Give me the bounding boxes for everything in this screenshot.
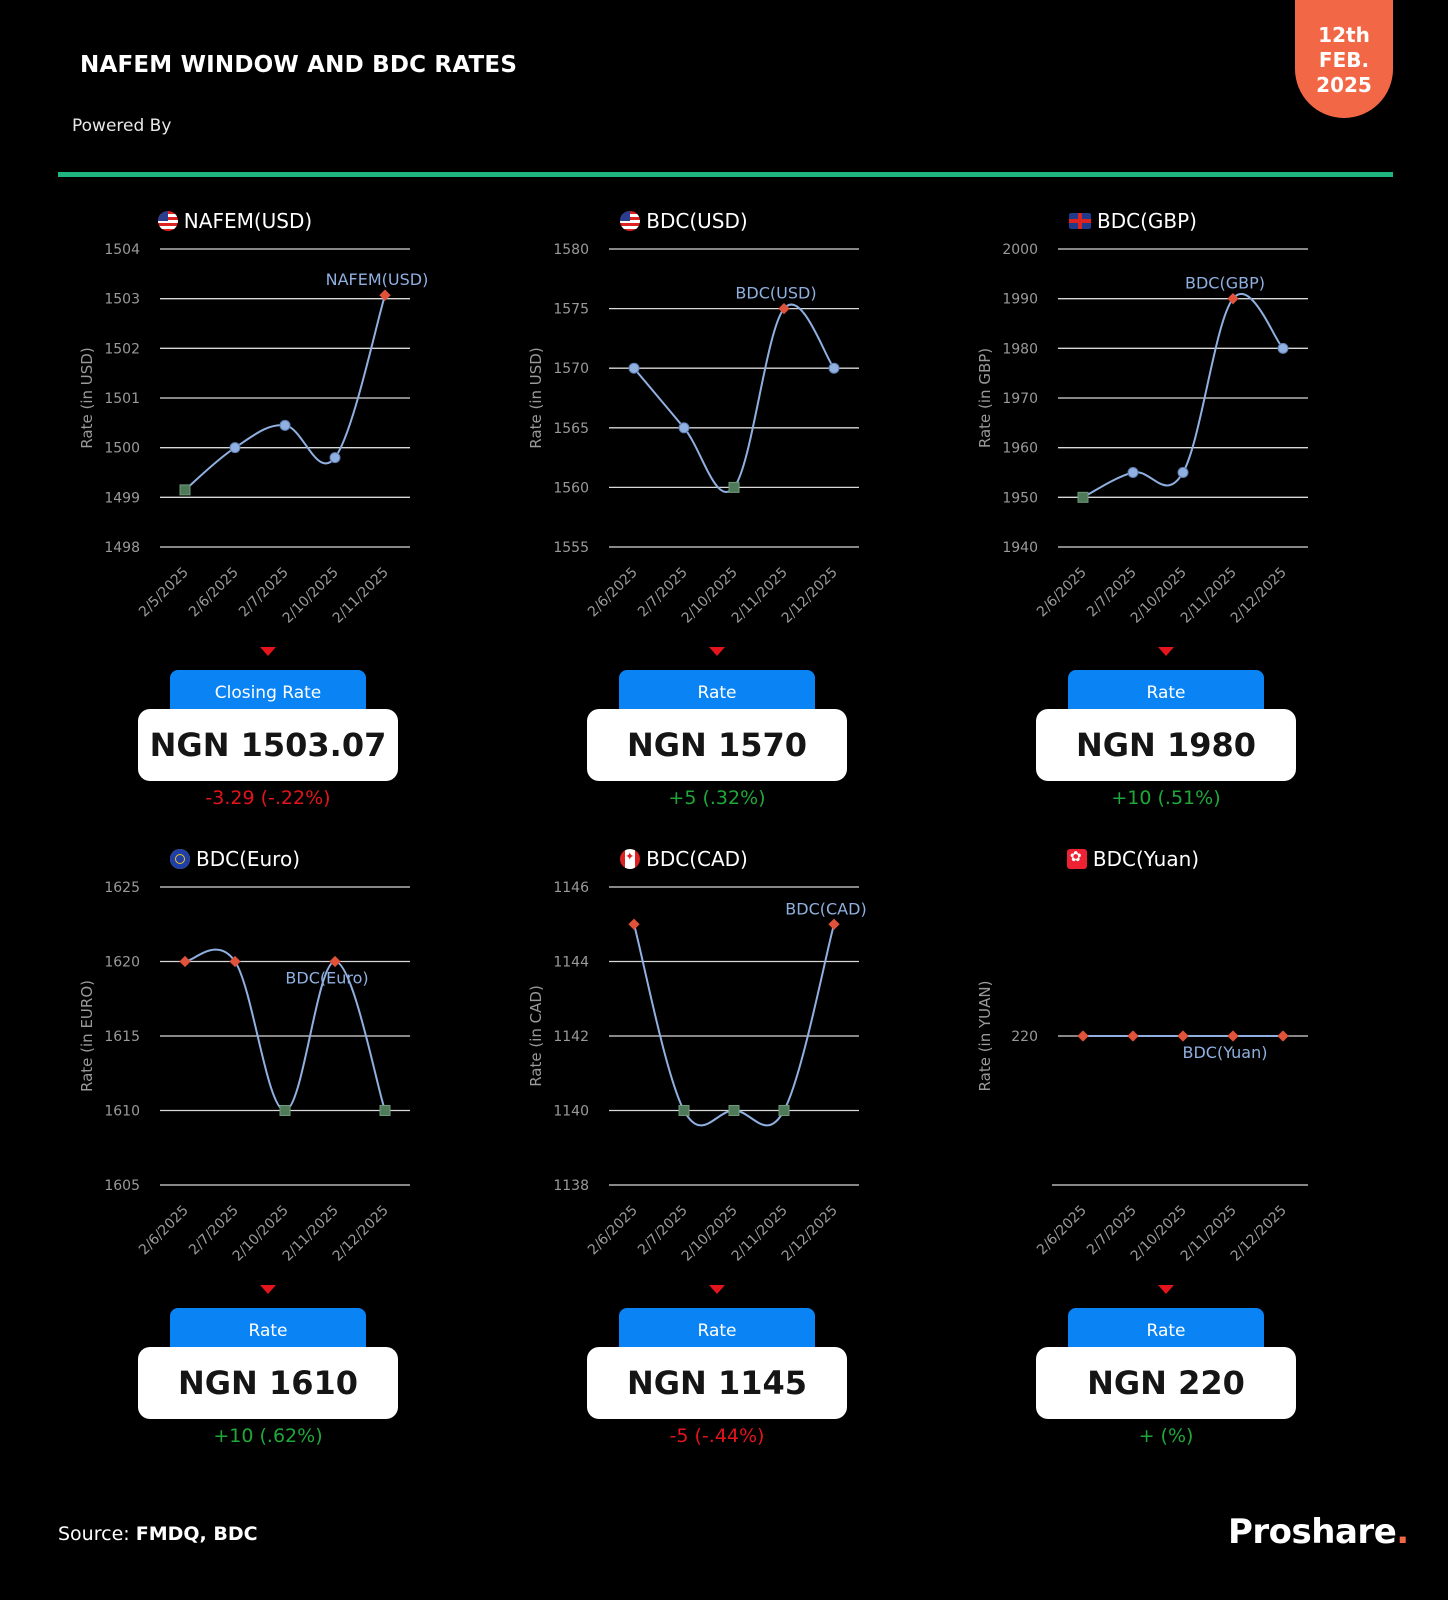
panel-title [958, 209, 1308, 233]
y-tick-label: 1615 [104, 1029, 140, 1045]
data-point [628, 919, 639, 930]
x-tick-label: 2/11/2025 [1177, 564, 1240, 627]
data-point [729, 1106, 739, 1116]
rate-tab[interactable]: Closing Rate [170, 670, 366, 716]
y-tick-label: 1565 [553, 420, 589, 437]
panel-bdc-cad [509, 833, 959, 1458]
source-label: Source: [58, 1523, 130, 1545]
panel-title [958, 847, 1308, 871]
y-tick-label: 1605 [104, 1178, 140, 1194]
rate-value: NGN 220 [1036, 1347, 1296, 1419]
y-axis-label: Rate (in USD) [527, 347, 545, 449]
y-tick-label: 1500 [104, 440, 140, 457]
data-point [179, 956, 190, 967]
y-tick-label: 220 [1011, 1029, 1038, 1045]
rate-change: +10 (.51%) [1111, 787, 1221, 809]
series-label: BDC(USD) [735, 283, 817, 303]
data-point [180, 485, 190, 495]
x-tick-label: 2/7/2025 [635, 1202, 691, 1259]
panel-title-text: BDC(GBP) [1097, 209, 1197, 233]
uk-flag-icon [1069, 213, 1091, 229]
series-line [634, 305, 834, 492]
data-point [1077, 1030, 1088, 1041]
panel-title [509, 847, 859, 871]
panel-title [60, 209, 410, 233]
x-tick-label: 2/12/2025 [1227, 1202, 1290, 1265]
x-tick-label: 2/10/2025 [1127, 564, 1190, 627]
rate-value: NGN 1570 [587, 709, 847, 781]
series-label: BDC(Yuan) [1182, 1043, 1268, 1062]
x-tick-label: 2/12/2025 [778, 1202, 841, 1265]
down-arrow-icon [709, 647, 725, 656]
panel-title-text: NAFEM(USD) [183, 209, 313, 233]
panel-bdc-usd [509, 195, 959, 820]
rate-tab[interactable]: Rate [170, 1308, 366, 1354]
data-point [380, 1106, 390, 1116]
x-tick-label: 2/6/2025 [1034, 1202, 1090, 1259]
x-tick-label: 2/10/2025 [229, 1202, 292, 1265]
date-month: FEB. [1318, 47, 1370, 72]
x-tick-label: 2/11/2025 [279, 1202, 342, 1265]
y-tick-label: 1950 [1002, 490, 1038, 507]
x-tick-label: 2/7/2025 [635, 564, 691, 621]
x-tick-label: 2/7/2025 [186, 1202, 242, 1259]
canada-flag-icon [620, 849, 640, 869]
data-point [828, 919, 839, 930]
y-tick-label: 1503 [104, 291, 140, 308]
y-tick-label: 1970 [1002, 391, 1038, 407]
y-tick-label: 1142 [553, 1029, 589, 1045]
series-label: BDC(GBP) [1185, 273, 1265, 293]
brand-logo [1228, 1512, 1409, 1552]
data-point [280, 1106, 290, 1116]
brand-dot: . [1396, 1512, 1409, 1552]
data-point [1177, 1030, 1188, 1041]
date-badge [1295, 0, 1393, 118]
line-chart [60, 235, 480, 645]
panel-title [60, 847, 410, 871]
x-tick-label: 2/5/2025 [136, 564, 192, 621]
data-point [1127, 1030, 1138, 1041]
x-tick-label: 2/12/2025 [778, 564, 841, 627]
rate-change: +5 (.32%) [668, 787, 766, 809]
series-line [185, 295, 385, 490]
y-tick-label: 1560 [553, 480, 589, 497]
date-day: 12th [1318, 22, 1370, 47]
rate-tab[interactable]: Rate [1068, 1308, 1264, 1354]
down-arrow-icon [1158, 647, 1174, 656]
rate-change: -3.29 (-.22%) [205, 787, 331, 809]
series-label: BDC(Euro) [285, 968, 369, 988]
data-point [230, 443, 240, 453]
x-tick-label: 2/7/2025 [236, 564, 292, 621]
data-point [679, 1106, 689, 1116]
y-axis-label: Rate (in EURO) [78, 980, 96, 1092]
y-tick-label: 1144 [553, 954, 589, 971]
rate-value: NGN 1610 [138, 1347, 398, 1419]
x-tick-label: 2/6/2025 [585, 1202, 641, 1259]
x-tick-label: 2/12/2025 [329, 1202, 392, 1265]
panel-bdc-gbp [958, 195, 1408, 820]
header-divider [58, 172, 1393, 177]
x-tick-label: 2/6/2025 [585, 564, 641, 621]
panel-title-text: BDC(CAD) [646, 847, 748, 871]
panel-nafem-usd [60, 195, 510, 820]
y-tick-label: 1555 [553, 540, 589, 556]
source-note [58, 1523, 258, 1545]
x-tick-label: 2/10/2025 [678, 1202, 741, 1265]
x-tick-label: 2/6/2025 [136, 1202, 192, 1259]
rate-value: NGN 1503.07 [138, 709, 398, 781]
eu-flag-icon [170, 849, 190, 869]
y-axis-label: Rate (in GBP) [976, 347, 994, 449]
x-tick-label: 2/7/2025 [1084, 564, 1140, 621]
date-year: 2025 [1316, 72, 1372, 97]
rate-tab[interactable]: Rate [1068, 670, 1264, 716]
y-axis-label: Rate (in YUAN) [976, 980, 994, 1092]
rate-tab[interactable]: Rate [619, 670, 815, 716]
data-point [829, 363, 839, 373]
series-label: NAFEM(USD) [325, 270, 429, 290]
line-chart [958, 873, 1378, 1283]
rate-change: +10 (.62%) [213, 1425, 323, 1447]
y-tick-label: 1504 [104, 242, 140, 258]
data-point [329, 956, 340, 967]
brand-name: Proshare [1228, 1512, 1397, 1552]
x-tick-label: 2/10/2025 [678, 564, 741, 627]
data-point [1227, 1030, 1238, 1041]
x-tick-label: 2/11/2025 [728, 1202, 791, 1265]
y-tick-label: 1501 [104, 391, 140, 407]
us-flag-icon [620, 211, 640, 231]
panel-title [509, 209, 859, 233]
powered-by-label: Powered By [72, 116, 172, 136]
down-arrow-icon [709, 1285, 725, 1294]
x-tick-label: 2/7/2025 [1084, 1202, 1140, 1259]
y-tick-label: 1140 [553, 1103, 589, 1120]
y-tick-label: 1960 [1002, 440, 1038, 457]
rate-value: NGN 1980 [1036, 709, 1296, 781]
x-tick-label: 2/11/2025 [728, 564, 791, 627]
y-axis-label: Rate (in USD) [78, 347, 96, 449]
panel-title-text: BDC(Yuan) [1092, 847, 1200, 871]
data-point [1128, 468, 1138, 478]
down-arrow-icon [260, 647, 276, 656]
x-tick-label: 2/6/2025 [1034, 564, 1090, 621]
y-tick-label: 1138 [553, 1178, 589, 1194]
y-tick-label: 1940 [1002, 540, 1038, 556]
y-tick-label: 1146 [553, 880, 589, 896]
y-tick-label: 1625 [104, 880, 140, 896]
y-tick-label: 1570 [553, 361, 589, 378]
x-tick-label: 2/11/2025 [329, 564, 392, 627]
line-chart [958, 235, 1378, 645]
line-chart [509, 235, 929, 645]
x-tick-label: 2/10/2025 [1127, 1202, 1190, 1265]
y-tick-label: 1499 [104, 490, 140, 507]
y-tick-label: 1620 [104, 954, 140, 971]
page-title: NAFEM WINDOW AND BDC RATES [80, 52, 518, 78]
x-tick-label: 2/12/2025 [1227, 564, 1290, 627]
down-arrow-icon [1158, 1285, 1174, 1294]
source-value: FMDQ, BDC [135, 1523, 258, 1545]
y-tick-label: 2000 [1002, 242, 1038, 258]
data-point [1178, 468, 1188, 478]
panel-bdc-yuan [958, 833, 1408, 1458]
y-tick-label: 1575 [553, 301, 589, 318]
rate-tab[interactable]: Rate [619, 1308, 815, 1354]
rate-value: NGN 1145 [587, 1347, 847, 1419]
data-point [679, 423, 689, 433]
y-tick-label: 1980 [1002, 341, 1038, 358]
y-tick-label: 1498 [104, 540, 140, 556]
x-tick-label: 2/10/2025 [279, 564, 342, 627]
data-point [1078, 492, 1088, 502]
data-point [729, 482, 739, 492]
data-point [1277, 1030, 1288, 1041]
series-label: BDC(CAD) [785, 899, 867, 919]
rate-change: + (%) [1138, 1425, 1194, 1447]
panel-title-text: BDC(Euro) [195, 847, 301, 871]
rate-change: -5 (-.44%) [669, 1425, 765, 1447]
y-tick-label: 1502 [104, 341, 140, 358]
down-arrow-icon [260, 1285, 276, 1294]
data-point [280, 420, 290, 430]
line-chart [509, 873, 929, 1283]
data-point [629, 363, 639, 373]
y-axis-label: Rate (in CAD) [527, 985, 545, 1087]
x-tick-label: 2/6/2025 [186, 564, 242, 621]
line-chart [60, 873, 480, 1283]
data-point [1278, 343, 1288, 353]
us-flag-icon [158, 211, 178, 231]
data-point [330, 453, 340, 463]
china-flag-icon [1067, 849, 1087, 869]
y-tick-label: 1580 [553, 242, 589, 258]
x-tick-label: 2/11/2025 [1177, 1202, 1240, 1265]
y-tick-label: 1610 [104, 1103, 140, 1120]
data-point [779, 1106, 789, 1116]
panel-bdc-euro [60, 833, 510, 1458]
series-line [1083, 294, 1283, 497]
series-line [634, 924, 834, 1125]
panel-title-text: BDC(USD) [646, 209, 748, 233]
y-tick-label: 1990 [1002, 291, 1038, 308]
